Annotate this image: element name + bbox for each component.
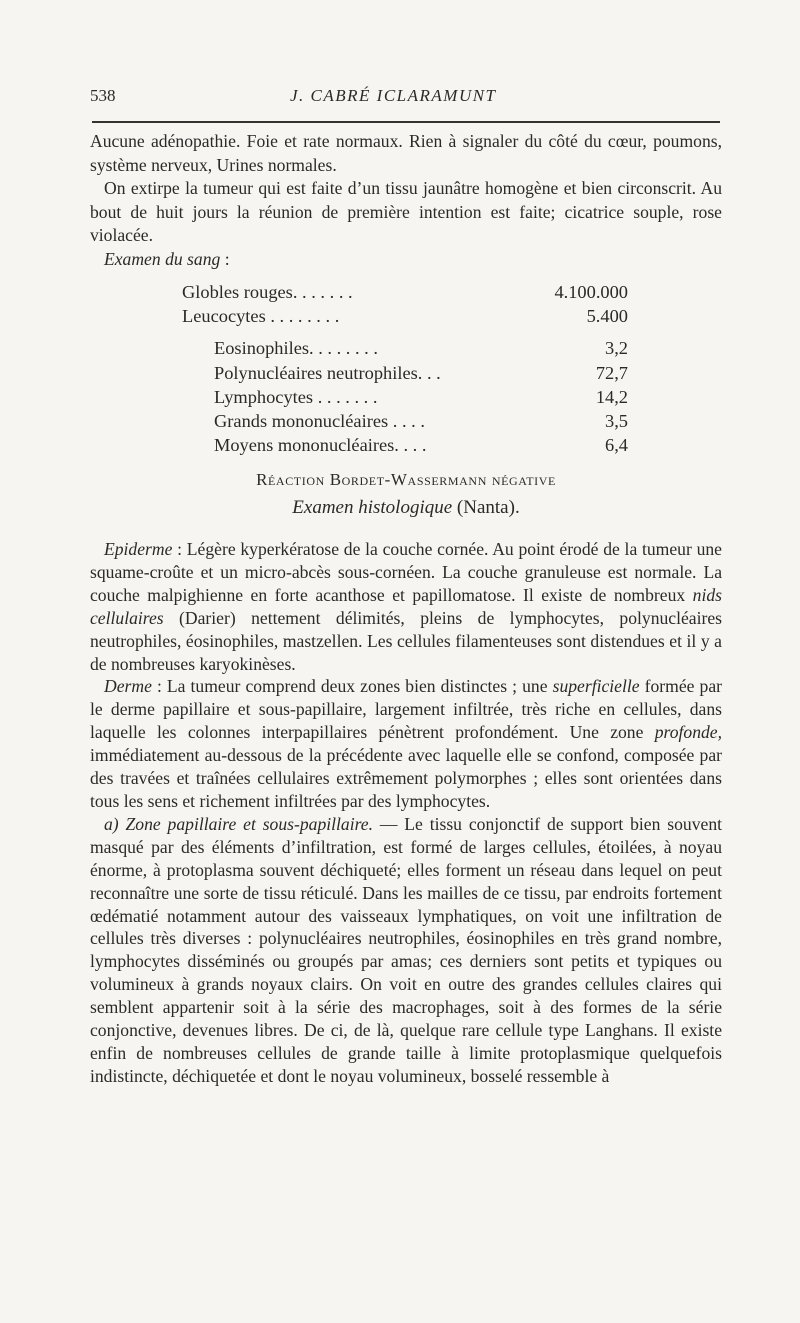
blood-row-value: 5.400: [586, 306, 628, 327]
intro-paragraph-1: Aucune adénopathie. Foie et rate normaux. Rien à signaler du côté du cœur, poumons, système nerveux, Urines normales.: [90, 131, 722, 175]
histology-heading: [90, 497, 722, 519]
epiderme-text-2: (Darier) nettement délimités, pleins de lymphocytes, polynucléaires neutrophiles, éosinophiles, mastzellen. Les cellules filamenteuses sont distendues et il y a de nombreuses karyokinèses.: [90, 607, 722, 674]
blood-row: [90, 304, 722, 328]
running-title: J. CABRÉ ICLARAMUNT: [290, 86, 497, 105]
derme-term-1: superficielle: [552, 676, 640, 697]
histology-source: (Nanta).: [452, 497, 520, 518]
formula-row: [90, 385, 722, 409]
formula-row: [90, 361, 722, 385]
formula-row-label: Grands mononucléaires . . . .: [214, 410, 425, 431]
formula-row-label: Lymphocytes . . . . . . .: [214, 386, 378, 407]
header-rule: [92, 121, 720, 123]
derme-term-2: profonde,: [654, 722, 722, 743]
formula-row-label: Moyens mononucléaires. . . .: [214, 435, 427, 456]
formula-row-value: 6,4: [605, 435, 628, 456]
page-number: 538: [90, 86, 116, 105]
blood-row-value: 4.100.000: [554, 282, 628, 302]
formula-row: [90, 433, 722, 457]
blood-row-label: Leucocytes . . . . . . . .: [182, 306, 340, 327]
wassermann-reaction-heading: Réaction Bordet-Wassermann négative: [256, 470, 556, 489]
formula-row-value: 72,7: [595, 362, 628, 383]
derme-text-1: : La tumeur comprend deux zones bien distinctes ; une: [151, 676, 553, 697]
epiderme-text-1: : Légère kyperkératose de la couche cornée. Au point érodé de la tumeur une squame-croûte et un micro-abcès sous-cornéen. La couche granuleuse est normale. La couche malpighienne en forte acanthose et papillomatose. Il existe de nombreux: [90, 539, 722, 605]
histology-heading-text: Examen histologique: [292, 497, 453, 518]
zone-a-text: — Le tissu conjonctif de support bien souvent masqué par des éléments d’infiltration, est formé de larges cellules, étoilées, à noyau énorme, à protoplasma souvent déchiqueté; elles forment un réseau dans lequel on peut reconnaître une sorte de tissu réticulé. Dans les mailles de ce tissu, par endroits fortement œdématié notamment autour des vaisseaux lymphatiques, on voit une infiltration de cellules très diverses : polynucléaires neutrophiles, éosinophiles en très grand nombre, lymphocytes disséminés ou groupés par amas; ces derniers sont petits et typiques ou volumineux à grands noyaux clairs. On voit en outre des grandes cellules claires qui semblent appartenir soit à la série des macrophages, soit à des formes de la série conjonctive, devenues libres. De ci, de là, quelque rare cellule type Langhans. Il existe enfin de nombreuses cellules de grande taille à limite protoplasmique quelquefois indistincte, déchiquetée et dont le noyau volumineux, bosselé ressemble à: [90, 813, 722, 1086]
formula-row-label: Polynucléaires neutrophiles. . .: [214, 362, 441, 383]
histology-text: [90, 538, 722, 1088]
zone-a-paragraph: [90, 813, 722, 1088]
derme-text-2: formée par le derme papillaire et sous-papillaire, largement infiltrée, très riche en cellules, dans laquelle les colonnes interpapillaires pénètrent profondément. Une zone: [90, 676, 722, 743]
blood-exam-heading-text: Examen du sang: [104, 248, 221, 269]
epiderme-term: nids cellulaires: [90, 584, 722, 628]
page-header: [90, 86, 722, 110]
blood-row: [90, 280, 722, 304]
formula-row: [90, 336, 722, 360]
formula-row: [90, 409, 722, 433]
derme-paragraph: [90, 675, 722, 812]
derme-text-3: immédiatement au-dessous de la précédente avec laquelle elle se confond, composée par des travées et traînées cellulaires extrêmement polymorphes ; elles sont orientées dans tous les sens et richement infiltrées par des lymphocytes.: [90, 745, 722, 811]
formula-row-value: 3,2: [605, 338, 628, 359]
formula-row-value: 3,5: [605, 410, 628, 431]
blood-exam-heading-suffix: :: [220, 248, 230, 269]
epiderme-label: Epiderme: [104, 539, 173, 559]
intro-text: [90, 130, 722, 272]
formula-row-label: Eosinophiles. . . . . . . .: [214, 338, 378, 359]
intro-paragraph-2: On extirpe la tumeur qui est faite d’un tissu jaunâtre homogène et bien circonscrit. Au bout de huit jours la réunion de première intention est faite; cicatrice souple, rose violacée.: [90, 178, 722, 246]
blood-exam-heading: [90, 248, 722, 272]
zone-a-label: a) Zone papillaire et sous-papillaire.: [104, 813, 373, 834]
blood-counts-table: [90, 280, 722, 457]
epiderme-paragraph: [90, 538, 722, 675]
derme-label: Derme: [104, 676, 152, 697]
blood-row-label: Globles rouges. . . . . . .: [182, 282, 353, 302]
formula-row-value: 14,2: [595, 386, 628, 407]
